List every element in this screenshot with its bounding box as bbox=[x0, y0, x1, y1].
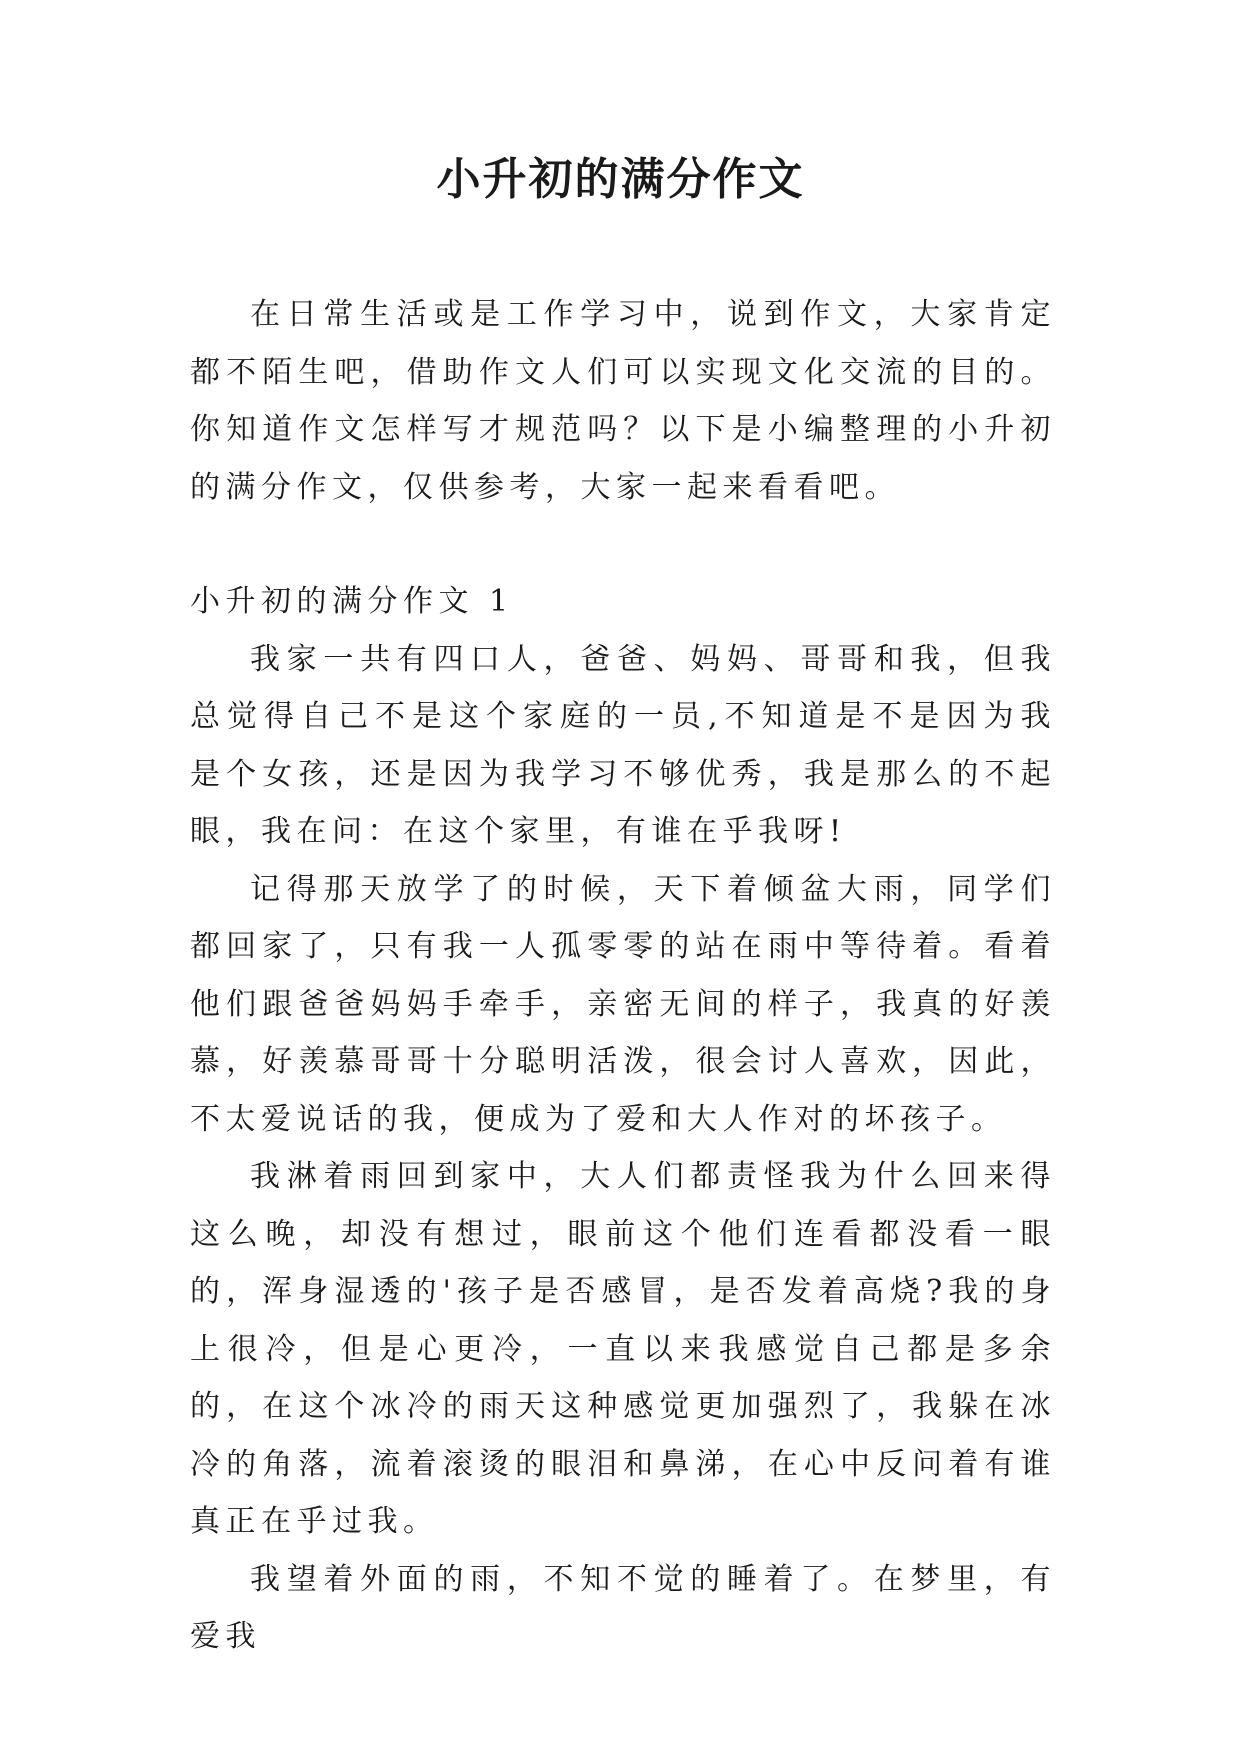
section-heading: 小升初的满分作文 1 bbox=[190, 584, 514, 619]
essay-section-1 bbox=[190, 573, 1056, 1666]
intro-paragraph: 在日常生活或是工作学习中，说到作文，大家肯定都不陌生吧，借助作文人们可以实现文化交流的目的。你知道作文怎样写才规范吗？以下是小编整理的小升初的满分作文，仅供参考，大家一起来看看吧。 bbox=[190, 297, 1056, 505]
body-paragraph-1: 我家一共有四口人，爸爸、妈妈、哥哥和我，但我总觉得自己不是这个家庭的一员,不知道是不是因为我是个女孩，还是因为我学习不够优秀，我是那么的不起眼，我在问：在这个家里，有谁在乎我呀! bbox=[190, 641, 1056, 849]
body-paragraph-3: 我淋着雨回到家中，大人们都责怪我为什么回来得这么晚，却没有想过，眼前这个他们连看都没看一眼的，浑身湿透的'孩子是否感冒，是否发着高烧?我的身上很冷，但是心更冷，一直以来我感觉自己都是多余的，在这个冰冷的雨天这种感觉更加强烈了，我躲在冰冷的角落，流着滚烫的眼泪和鼻涕，在心中反问着有谁真正在乎过我。 bbox=[190, 1159, 1056, 1539]
body-paragraph-2: 记得那天放学了的时候，天下着倾盆大雨，同学们都回家了，只有我一人孤零零的站在雨中等待着。看着他们跟爸爸妈妈手牵手，亲密无间的样子，我真的好羡慕，好羡慕哥哥十分聪明活泼，很会讨人喜欢，因此，不太爱说话的我，便成为了爱和大人作对的坏孩子。 bbox=[190, 871, 1056, 1137]
document-body bbox=[190, 286, 1056, 1666]
page-title: 小升初的满分作文 bbox=[436, 154, 805, 205]
body-paragraph-4: 我望着外面的雨，不知不觉的睡着了。在梦里，有爱我 bbox=[190, 1561, 1056, 1654]
